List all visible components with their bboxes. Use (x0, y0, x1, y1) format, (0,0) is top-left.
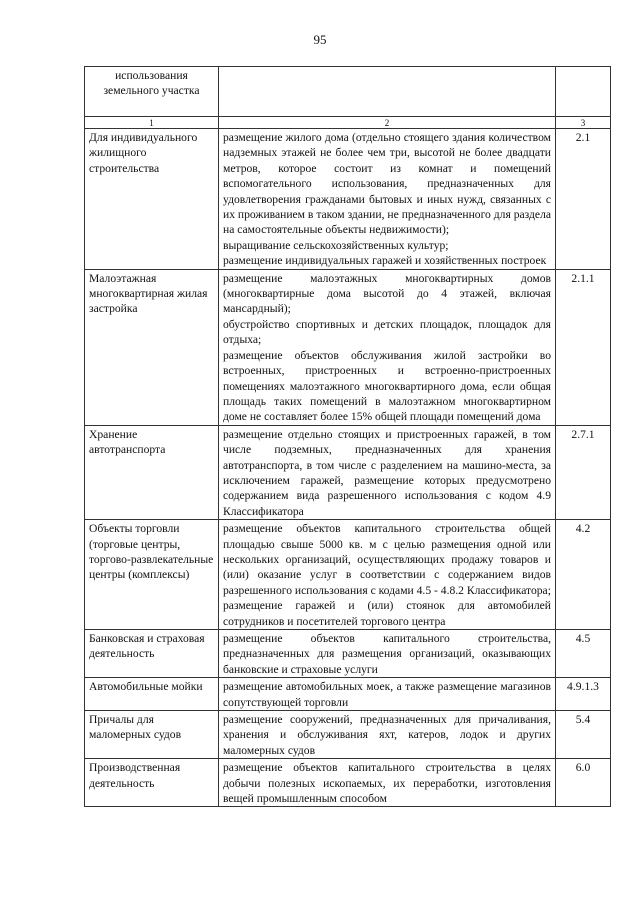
table-row (85, 520, 611, 630)
description-paragraph: размещение объектов капитального строительства, предназначенных для размещения организаций, оказывающих банковские и страховые услуги (223, 632, 551, 676)
description-paragraph: размещение отдельно стоящих и пристроенных гаражей, в том числе подземных, предназначенных для хранения автотранспорта, в том числе с разделением на машино-места, за исключением гаражей, размещение которых предусмотрено содержанием вида разрешенного использования с кодом 4.9 Классификатора (223, 427, 551, 518)
land-use-name: Объекты торговли (торговые центры, торгово-развлекательные центры (комплексы) (85, 520, 219, 630)
land-use-code: 4.9.1.3 (556, 678, 611, 711)
land-use-description (219, 520, 556, 630)
description-paragraph: обустройство спортивных и детских площадок, площадок для отдыха; (223, 317, 551, 347)
description-paragraph: размещение автомобильных моек, а также размещение магазинов сопутствующей торговли (223, 680, 551, 709)
description-paragraph: размещение гаражей и (или) стоянок для автомобилей сотрудников и посетителей торгового центра (223, 599, 551, 628)
page-number: 95 (313, 32, 327, 47)
land-use-description (219, 630, 556, 678)
table-row (85, 425, 611, 519)
column-number: 3 (556, 117, 611, 129)
header-cell-name: использования земельного участка (85, 67, 219, 117)
table-row (85, 630, 611, 678)
land-use-description (219, 425, 556, 519)
land-use-code: 4.5 (556, 630, 611, 678)
land-use-name: Банковская и страховая деятельность (85, 630, 219, 678)
column-number: 2 (219, 117, 556, 129)
land-use-code: 4.2 (556, 520, 611, 630)
land-use-code: 6.0 (556, 759, 611, 807)
table-row (85, 759, 611, 807)
column-number: 1 (85, 117, 219, 129)
description-paragraph: размещение объектов капитального строительства в целях добычи полезных ископаемых, их переработки, изготовления вещей промышленным способом (223, 761, 551, 806)
table-row (85, 678, 611, 711)
table-row (85, 711, 611, 759)
header-continuation-row (85, 67, 611, 117)
land-use-name: Для индивидуального жилищного строительства (85, 129, 219, 270)
land-use-description (219, 678, 556, 711)
description-paragraph: размещение объектов капитального строительства общей площадью свыше 5000 кв. м с целью размещения одной или нескольких организаций, осуществляющих продажу товаров и (или) оказание услуг в соответствии с содержанием видов разрешенного использования с кодами 4.5 - 4.8.2 Классификатора; (223, 522, 551, 597)
table-row (85, 269, 611, 425)
land-use-table (84, 66, 611, 807)
land-use-name: Автомобильные мойки (85, 678, 219, 711)
land-use-code: 2.1.1 (556, 269, 611, 425)
land-use-name: Причалы для маломерных судов (85, 711, 219, 759)
table-body (85, 67, 611, 807)
land-use-name: Хранение автотранспорта (85, 425, 219, 519)
header-cell-description (219, 67, 556, 117)
description-paragraph: выращивание сельскохозяйственных культур; (223, 238, 449, 252)
land-use-description (219, 129, 556, 270)
land-use-description (219, 711, 556, 759)
description-paragraph: размещение жилого дома (отдельно стоящего здания количеством надземных этажей не более чем три, высотой не более двадцати метров, которое состоит из комнат и помещений вспомогательного использования, предназначенных для удовлетворения гражданами бытовых и иных нужд, связанных с их проживанием в таком здании, не предназначенного для раздела на самостоятельные объекты недвижимости); (223, 131, 551, 237)
land-use-description (219, 269, 556, 425)
land-use-code: 5.4 (556, 711, 611, 759)
table-row (85, 129, 611, 270)
header-cell-code (556, 67, 611, 117)
land-use-name: Малоэтажная многоквартирная жилая застройка (85, 269, 219, 425)
description-paragraph: размещение объектов обслуживания жилой застройки во встроенных, пристроенных и встроенно-пристроенных помещениях малоэтажного многоквартирного дома, если общая площадь таких помещений в малоэтажном многоквартирном доме не составляет более 15% общей площади помещений дома (223, 348, 551, 424)
description-paragraph: размещение малоэтажных многоквартирных домов (многоквартирные дома высотой до 4 этажей, включая мансардный); (223, 271, 551, 316)
description-paragraph: размещение сооружений, предназначенных для причаливания, хранения и обслуживания яхт, катеров, лодок и других маломерных судов (223, 713, 551, 757)
land-use-description (219, 759, 556, 807)
land-use-code: 2.1 (556, 129, 611, 270)
land-use-name: Производственная деятельность (85, 759, 219, 807)
land-use-code: 2.7.1 (556, 425, 611, 519)
column-number-row (85, 117, 611, 129)
description-paragraph: размещение индивидуальных гаражей и хозяйственных построек (223, 254, 547, 268)
